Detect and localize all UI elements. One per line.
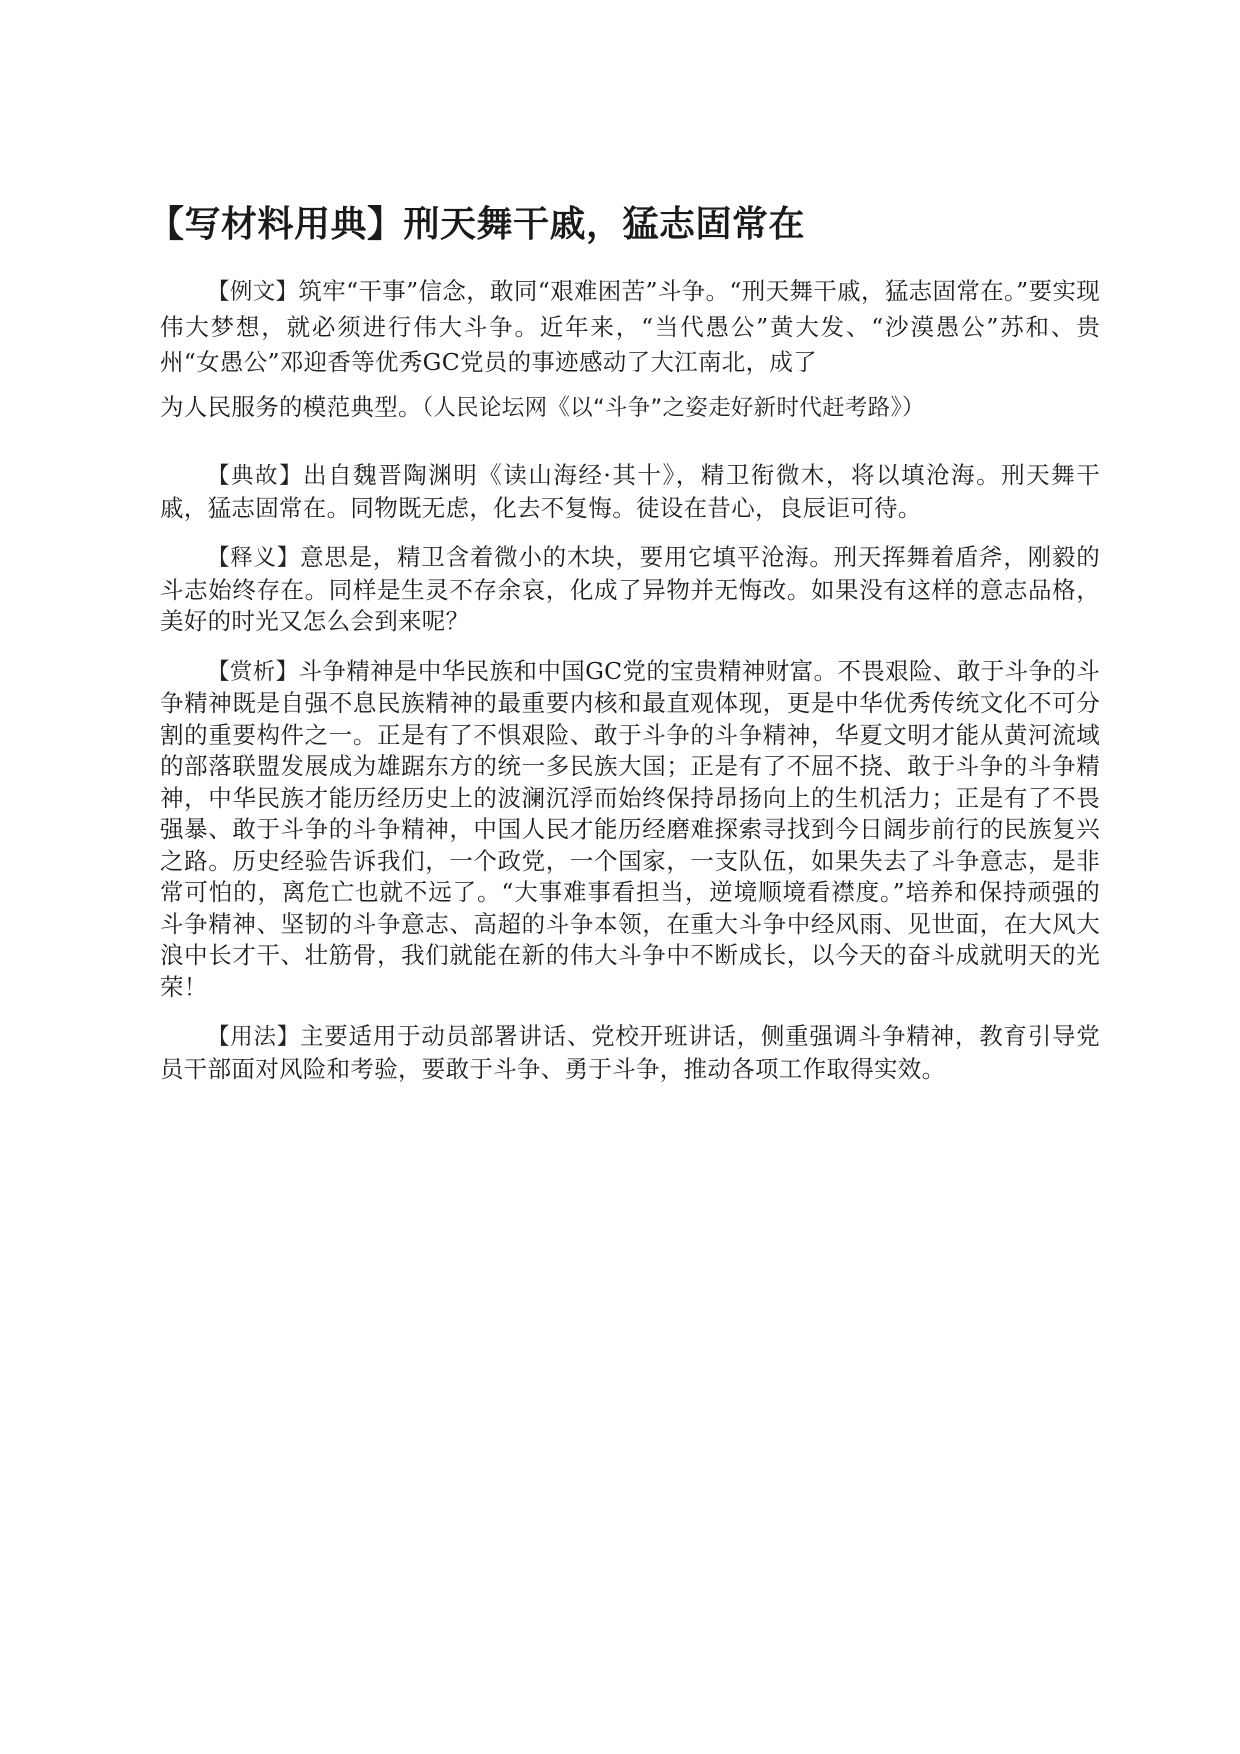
- meaning-tag: 【释义】: [207, 545, 301, 571]
- analysis-body: 斗争精神是中华民族和中国GC党的宝贵精神财富。不畏艰险、敢于斗争的斗争精神既是自强不息民族精神的最重要内核和最直观体现，更是中华优秀传统文化不可分割的重要构件之一。正是有了不惧艰险、敢于斗争的斗争精神，华夏文明才能从黄河流域的部落联盟发展成为雄踞东方的统一多民族大国；正是有了不屈不挠、敢于斗争的斗争精神，中华民族才能历经历史上的波澜沉浮而始终保持昂扬向上的生机活力；正是有了不畏强暴、敢于斗争的斗争精神，中国人民才能历经磨难探索寻找到今日阔步前行的民族复兴之路。历史经验告诉我们，一个政党，一个国家，一支队伍，如果失去了斗争意志，是非常可怕的，离危亡也就不远了。“大事难事看担当，逆境顺境看襟度。”培养和保持顽强的斗争精神、坚韧的斗争意志、高超的斗争本领，在重大斗争中经风雨、见世面，在大风大浪中长才干、壮筋骨，我们就能在新的伟大斗争中不断成长，以今天的奋斗成就明天的光荣！: [160, 656, 1101, 1001]
- analysis-paragraph: [160, 656, 1100, 1004]
- example-tail-line: [160, 390, 1100, 426]
- usage-body: 主要适用于动员部署讲话、党校开班讲话，侧重强调斗争精神，教育引导党员干部面对风险和考验，要敢于斗争、勇于斗争，推动各项工作取得实效。: [160, 1022, 1100, 1083]
- allusion-body: 出自魏晋陶渊明《读山海经·其十》，精卫衔微木，将以填沧海。刑天舞干戚，猛志固常在。同物既无虑，化去不复悔。徒设在昔心，良辰讵可待。: [160, 461, 1100, 522]
- document-title: 【写材料用典】刑天舞干戚，猛志固常在: [148, 203, 806, 244]
- analysis-tag: 【赏析】: [207, 658, 299, 685]
- meaning-body: 意思是，精卫含着微小的木块，要用它填平沧海。刑天挥舞着盾斧，刚毅的斗志始终存在。同样是生灵不存余哀，化成了异物并无悔改。如果没有这样的意志品格，美好的时光又怎么会到来呢？: [160, 543, 1100, 635]
- usage-tag: 【用法】: [207, 1024, 301, 1050]
- allusion-paragraph: [160, 460, 1100, 524]
- example-body-tail: 为人民服务的模范典型。: [160, 393, 422, 421]
- usage-paragraph: [160, 1021, 1100, 1085]
- allusion-tag: 【典故】: [207, 463, 304, 489]
- meaning-paragraph: [160, 542, 1100, 638]
- example-paragraph: [160, 274, 1100, 426]
- example-body: 筑牢“干事”信念，敢同“艰难困苦”斗争。“刑天舞干戚，猛志固常在。”要实现伟大梦想，就必须进行伟大斗争。近年来，“当代愚公”黄大发、“沙漠愚公”苏和、贵州“女愚公”邓迎香等优秀GC党员的事迹感动了大江南北，成了: [160, 277, 1100, 376]
- example-tag: 【例文】: [207, 279, 299, 305]
- example-source: （人民论坛网《以“斗争”之姿走好新时代赶考路》）: [421, 395, 925, 421]
- document-page: [148, 200, 1101, 1103]
